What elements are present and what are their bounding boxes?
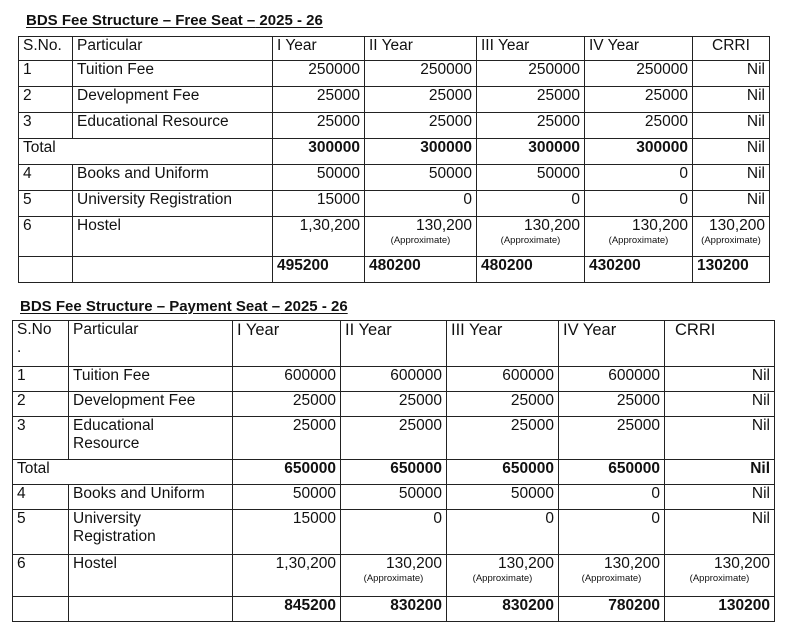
approximate-note: (Approximate) (390, 235, 451, 246)
year-2-cell: 25000 (365, 113, 477, 139)
payment-title-year: 2025 - 26 (280, 298, 348, 315)
grand-year-3: 830200 (447, 597, 559, 622)
hostel-crri (693, 217, 770, 257)
total-year-1: 650000 (233, 460, 341, 485)
sno-cell: 2 (19, 87, 73, 113)
hostel-year-2 (365, 217, 477, 257)
hostel-year-4 (585, 217, 693, 257)
year-1-cell: 25000 (233, 417, 341, 460)
header-year-2: II Year (365, 37, 477, 61)
sno-cell: 5 (19, 191, 73, 217)
table-row (19, 87, 770, 113)
hostel-year-3 (477, 217, 585, 257)
table-row (13, 417, 775, 460)
approximate-note: (Approximate) (689, 573, 750, 584)
year-3-cell: 50000 (447, 485, 559, 510)
year-4-cell: 25000 (559, 392, 665, 417)
hostel-year-1: 1,30,200 (273, 217, 365, 257)
year-2-cell: 25000 (341, 417, 447, 460)
year-3-cell: 25000 (477, 113, 585, 139)
sno-cell: 3 (13, 417, 69, 460)
free-seat-title (26, 12, 323, 29)
crri-cell: Nil (665, 417, 775, 460)
particular-cell (69, 417, 233, 460)
year-2-cell: 25000 (341, 392, 447, 417)
year-1-cell: 15000 (233, 510, 341, 555)
hostel-year-4 (559, 555, 665, 597)
table-row (19, 61, 770, 87)
table-row (19, 191, 770, 217)
table-row (13, 367, 775, 392)
particular-cell: Hostel (69, 555, 233, 597)
hostel-crri (665, 555, 775, 597)
table-row (19, 165, 770, 191)
year-1-cell: 25000 (273, 113, 365, 139)
empty-cell (13, 597, 69, 622)
sno-cell: 6 (19, 217, 73, 257)
sno-cell: 6 (13, 555, 69, 597)
year-2-cell: 600000 (341, 367, 447, 392)
hostel-value: 130,200 (708, 217, 765, 234)
header-year-4: IV Year (585, 37, 693, 61)
hostel-row (13, 555, 775, 597)
year-3-cell: 25000 (477, 87, 585, 113)
header-year-3: III Year (447, 321, 559, 367)
header-sno: S.No. (19, 37, 73, 61)
table-header-row (13, 321, 775, 367)
total-row (19, 139, 770, 165)
approximate-note: (Approximate) (608, 235, 669, 246)
year-1-cell: 600000 (233, 367, 341, 392)
header-year-1: I Year (233, 321, 341, 367)
header-year-2: II Year (341, 321, 447, 367)
total-row (13, 460, 775, 485)
total-label: Total (19, 139, 273, 165)
payment-seat-table (12, 320, 775, 622)
total-crri: Nil (665, 460, 775, 485)
year-1-cell: 15000 (273, 191, 365, 217)
grand-crri: 130200 (693, 257, 770, 283)
grand-year-3: 480200 (477, 257, 585, 283)
hostel-row (19, 217, 770, 257)
approximate-note: (Approximate) (472, 573, 533, 584)
year-4-cell: 25000 (585, 113, 693, 139)
year-4-cell: 0 (559, 485, 665, 510)
header-sno (13, 321, 69, 367)
year-2-cell: 50000 (341, 485, 447, 510)
payment-seat-title (20, 298, 348, 315)
sno-cell: 1 (19, 61, 73, 87)
particular-cell: Books and Uniform (73, 165, 273, 191)
crri-cell: Nil (665, 367, 775, 392)
grand-year-4: 430200 (585, 257, 693, 283)
table-row (13, 392, 775, 417)
grand-year-1: 845200 (233, 597, 341, 622)
sno-cell: 1 (13, 367, 69, 392)
empty-cell (69, 597, 233, 622)
particular-cell (69, 510, 233, 555)
hostel-value: 130,200 (713, 555, 770, 572)
year-3-cell: 25000 (447, 392, 559, 417)
table-row (13, 510, 775, 555)
year-1-cell: 50000 (273, 165, 365, 191)
year-3-cell: 25000 (447, 417, 559, 460)
sno-cell: 5 (13, 510, 69, 555)
hostel-value: 130,200 (415, 217, 472, 234)
total-year-2: 650000 (341, 460, 447, 485)
total-year-4: 650000 (559, 460, 665, 485)
particular-line-2: Resource (73, 435, 140, 452)
crri-cell: Nil (665, 392, 775, 417)
year-3-cell: 250000 (477, 61, 585, 87)
hostel-value: 130,200 (523, 217, 580, 234)
particular-line-1: Educational (73, 417, 155, 434)
grand-total-row (19, 257, 770, 283)
total-crri: Nil (693, 139, 770, 165)
particular-line-2: Registration (73, 528, 156, 545)
crri-cell: Nil (665, 485, 775, 510)
year-3-cell: 0 (447, 510, 559, 555)
year-2-cell: 0 (341, 510, 447, 555)
particular-cell: Development Fee (73, 87, 273, 113)
year-1-cell: 250000 (273, 61, 365, 87)
total-year-3: 650000 (447, 460, 559, 485)
year-2-cell: 25000 (365, 87, 477, 113)
year-2-cell: 0 (365, 191, 477, 217)
total-label: Total (13, 460, 233, 485)
year-4-cell: 600000 (559, 367, 665, 392)
year-4-cell: 0 (559, 510, 665, 555)
year-4-cell: 25000 (585, 87, 693, 113)
crri-cell: Nil (693, 191, 770, 217)
year-4-cell: 25000 (559, 417, 665, 460)
header-crri: CRRI (693, 37, 770, 61)
particular-cell: Tuition Fee (69, 367, 233, 392)
grand-year-1: 495200 (273, 257, 365, 283)
hostel-value: 130,200 (497, 555, 554, 572)
year-4-cell: 0 (585, 165, 693, 191)
hostel-year-2 (341, 555, 447, 597)
crri-cell: Nil (693, 165, 770, 191)
empty-cell (73, 257, 273, 283)
hostel-year-3 (447, 555, 559, 597)
header-crri: CRRI (665, 321, 775, 367)
year-4-cell: 0 (585, 191, 693, 217)
grand-crri: 130200 (665, 597, 775, 622)
crri-cell: Nil (665, 510, 775, 555)
header-particular: Particular (73, 37, 273, 61)
header-sno-label: S.No (17, 321, 52, 338)
sno-cell: 4 (19, 165, 73, 191)
year-3-cell: 0 (477, 191, 585, 217)
hostel-year-1: 1,30,200 (233, 555, 341, 597)
hostel-value: 130,200 (385, 555, 442, 572)
table-row (13, 485, 775, 510)
empty-cell (19, 257, 73, 283)
year-1-cell: 25000 (233, 392, 341, 417)
sno-cell: 2 (13, 392, 69, 417)
particular-cell: Hostel (73, 217, 273, 257)
particular-cell: Educational Resource (73, 113, 273, 139)
grand-year-2: 480200 (365, 257, 477, 283)
free-title-year: 2025 - 26 (255, 12, 323, 29)
grand-year-2: 830200 (341, 597, 447, 622)
sno-cell: 4 (13, 485, 69, 510)
year-2-cell: 50000 (365, 165, 477, 191)
crri-cell: Nil (693, 61, 770, 87)
year-3-cell: 50000 (477, 165, 585, 191)
header-particular: Particular (69, 321, 233, 367)
table-header-row (19, 37, 770, 61)
year-1-cell: 50000 (233, 485, 341, 510)
particular-line-1: University (73, 510, 142, 527)
hostel-value: 130,200 (603, 555, 660, 572)
grand-year-4: 780200 (559, 597, 665, 622)
total-year-1: 300000 (273, 139, 365, 165)
total-year-3: 300000 (477, 139, 585, 165)
crri-cell: Nil (693, 87, 770, 113)
particular-cell: Books and Uniform (69, 485, 233, 510)
header-sno-dot: . (17, 339, 22, 356)
free-title-main: BDS Fee Structure – Free Seat – (26, 12, 256, 29)
payment-title-main: BDS Fee Structure – Payment Seat – (20, 298, 281, 315)
year-1-cell: 25000 (273, 87, 365, 113)
sno-cell: 3 (19, 113, 73, 139)
approximate-note: (Approximate) (581, 573, 642, 584)
header-year-4: IV Year (559, 321, 665, 367)
hostel-value: 130,200 (631, 217, 688, 234)
year-3-cell: 600000 (447, 367, 559, 392)
year-2-cell: 250000 (365, 61, 477, 87)
total-year-2: 300000 (365, 139, 477, 165)
header-year-1: I Year (273, 37, 365, 61)
approximate-note: (Approximate) (701, 235, 761, 246)
total-year-4: 300000 (585, 139, 693, 165)
particular-cell: University Registration (73, 191, 273, 217)
grand-total-row (13, 597, 775, 622)
year-4-cell: 250000 (585, 61, 693, 87)
particular-cell: Development Fee (69, 392, 233, 417)
crri-cell: Nil (693, 113, 770, 139)
free-seat-table (18, 36, 770, 283)
particular-cell: Tuition Fee (73, 61, 273, 87)
header-year-3: III Year (477, 37, 585, 61)
approximate-note: (Approximate) (500, 235, 561, 246)
approximate-note: (Approximate) (363, 573, 424, 584)
table-row (19, 113, 770, 139)
